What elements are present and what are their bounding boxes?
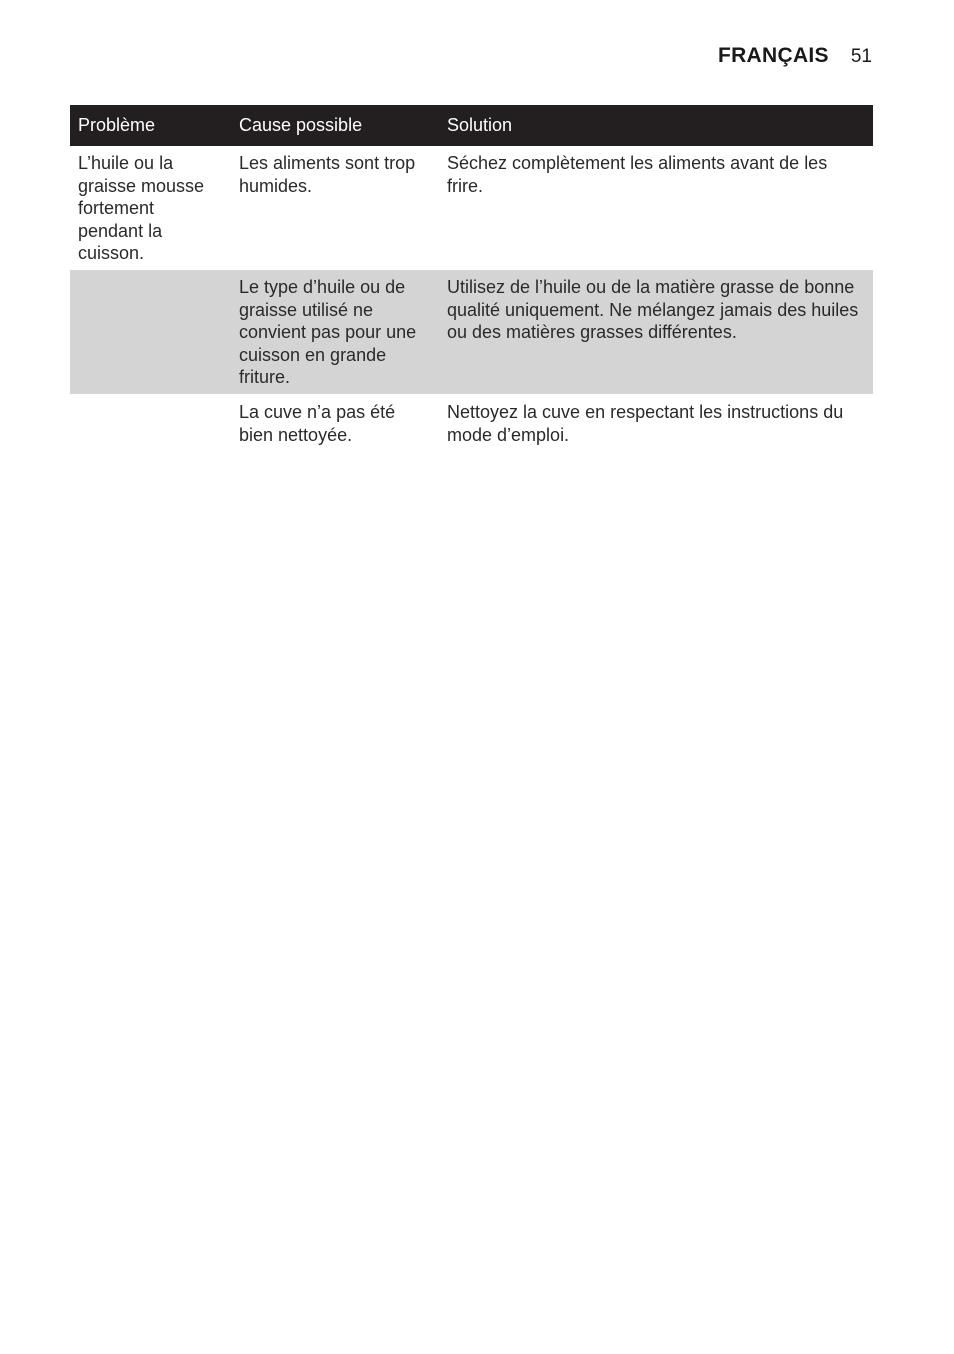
problem-cell bbox=[70, 394, 231, 452]
problem-cell bbox=[70, 270, 231, 394]
language-label: FRANÇAIS bbox=[717, 44, 829, 67]
column-header-problem: Problème bbox=[70, 105, 231, 146]
cause-cell: La cuve n’a pas été bien nettoyée. bbox=[239, 401, 396, 445]
table-row bbox=[70, 146, 873, 270]
cause-cell: Le type d’huile ou de graisse utilisé ne convient pas pour une cuisson en grande friture. bbox=[231, 270, 439, 394]
column-header-solution: Solution bbox=[439, 105, 873, 146]
solution-cell: Nettoyez la cuve en respectant les instructions du mode d’emploi. bbox=[447, 401, 844, 445]
troubleshooting-table bbox=[70, 105, 873, 452]
table-row bbox=[70, 394, 873, 452]
table-header-row bbox=[70, 105, 873, 146]
solution-cell: Utilisez de l’huile ou de la matière grasse de bonne qualité uniquement. Ne mélangez jamais des huiles ou des matières grasses différentes. bbox=[439, 270, 873, 394]
page-number: 51 bbox=[850, 46, 872, 67]
problem-cell: L’huile ou la graisse mousse fortement pendant la cuisson. bbox=[78, 153, 205, 264]
table-row bbox=[70, 270, 873, 394]
solution-cell: Séchez complètement les aliments avant de les frire. bbox=[447, 153, 828, 196]
cause-cell: Les aliments sont trop humides. bbox=[239, 153, 416, 196]
page-header bbox=[718, 44, 872, 68]
column-header-cause: Cause possible bbox=[231, 105, 439, 146]
